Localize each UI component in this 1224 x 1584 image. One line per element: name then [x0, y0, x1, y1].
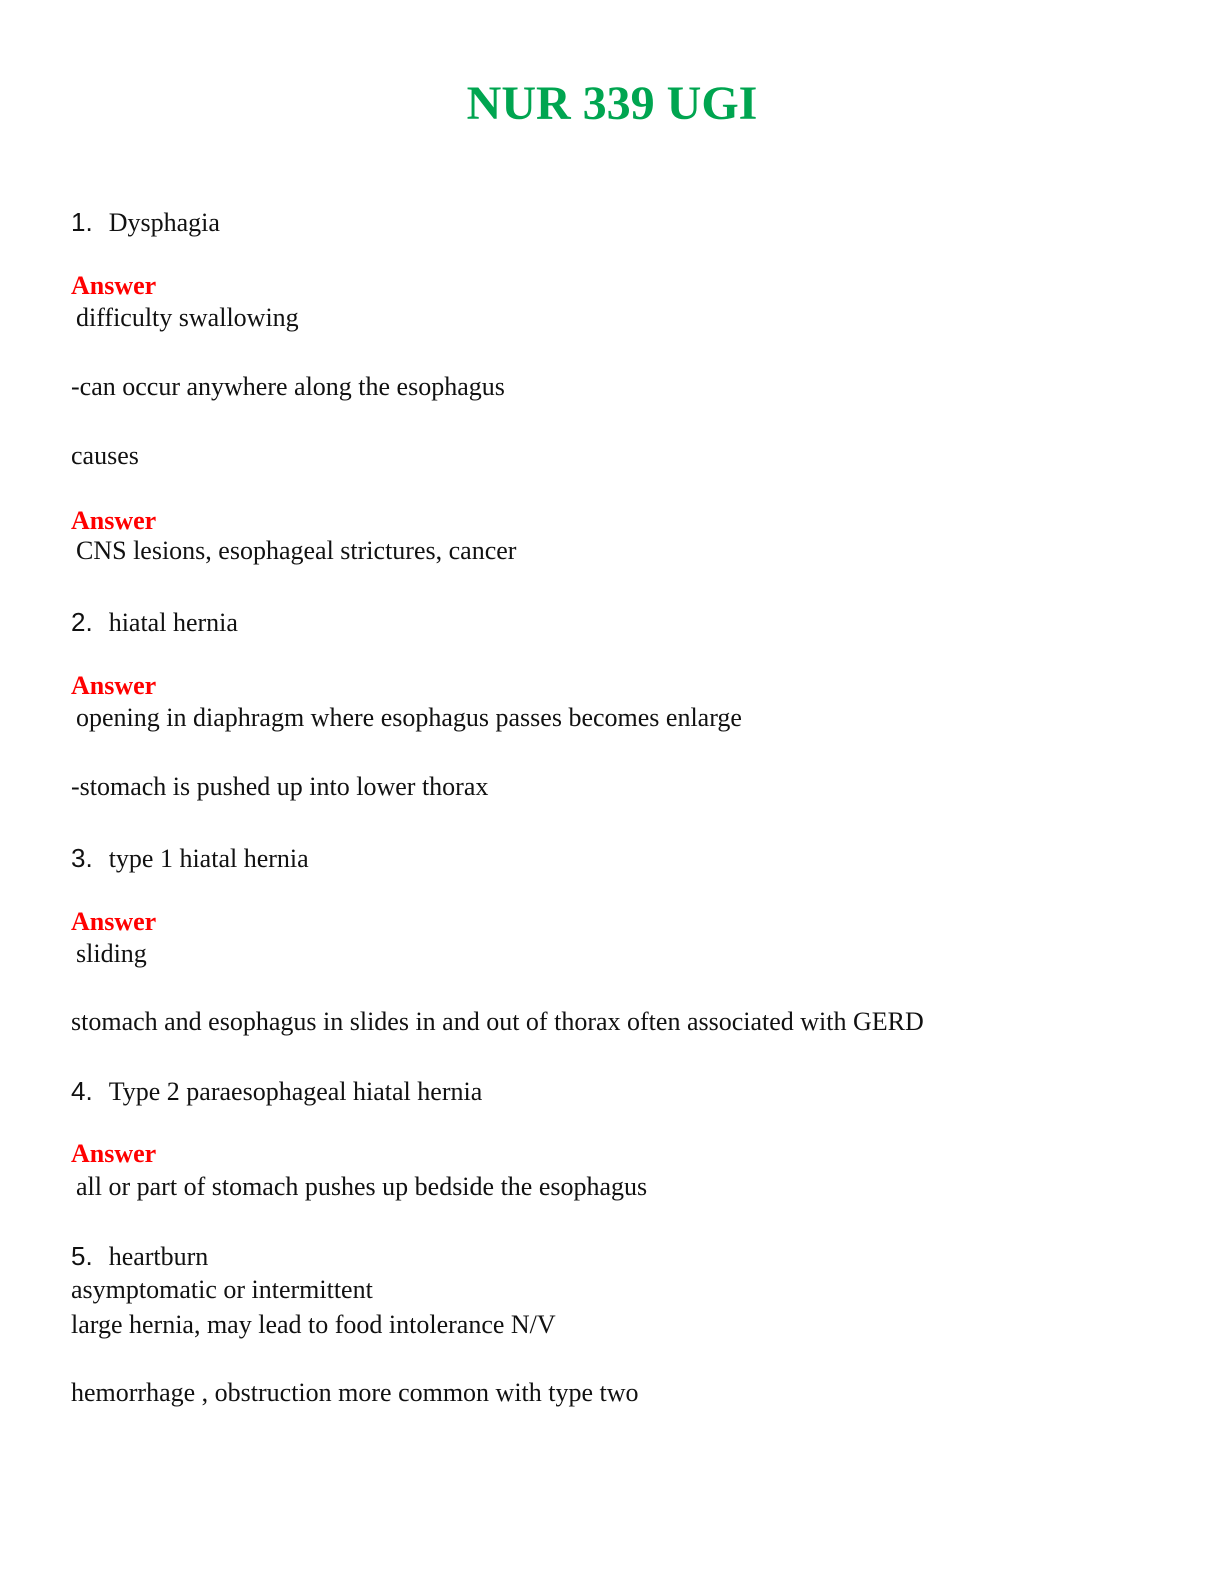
answer-text: CNS lesions, esophageal strictures, cancer	[76, 536, 517, 565]
answer-label: Answer	[71, 907, 157, 936]
answer-text: opening in diaphragm where esophagus passes becomes enlarge	[76, 703, 742, 732]
question-number: 2.	[71, 607, 93, 637]
question-term: heartburn	[108, 1242, 209, 1271]
answer-label: Answer	[71, 271, 157, 300]
answer-label: Answer	[71, 506, 157, 535]
question-3	[71, 842, 309, 875]
page-title: NUR 339 UGI	[466, 77, 758, 130]
note-text: -stomach is pushed up into lower thorax	[71, 772, 489, 801]
question-number: 3.	[71, 843, 93, 873]
answer-text: all or part of stomach pushes up bedside the esophagus	[76, 1172, 648, 1201]
detail-line: hemorrhage , obstruction more common with type two	[71, 1378, 639, 1407]
question-term: Dysphagia	[108, 208, 220, 237]
question-number: 5.	[71, 1241, 93, 1271]
detail-line: asymptomatic or intermittent	[71, 1275, 373, 1304]
answer-label: Answer	[71, 1139, 157, 1168]
question-number: 4.	[71, 1076, 93, 1106]
answer-label: Answer	[71, 671, 157, 700]
question-1	[71, 206, 220, 239]
question-term: Type 2 paraesophageal hiatal hernia	[108, 1077, 483, 1106]
detail-line: large hernia, may lead to food intolerance N/V	[71, 1310, 556, 1339]
note-text: stomach and esophagus in slides in and out of thorax often associated with GERD	[71, 1007, 924, 1036]
note-text: -can occur anywhere along the esophagus	[71, 372, 505, 401]
question-term: hiatal hernia	[108, 608, 238, 637]
answer-text: sliding	[76, 939, 147, 968]
question-5	[71, 1240, 208, 1273]
question-term: type 1 hiatal hernia	[108, 844, 309, 873]
question-2	[71, 606, 238, 639]
question-4	[71, 1075, 482, 1108]
followup-text: causes	[71, 441, 139, 470]
answer-text: difficulty swallowing	[76, 303, 299, 332]
question-number: 1.	[71, 207, 93, 237]
